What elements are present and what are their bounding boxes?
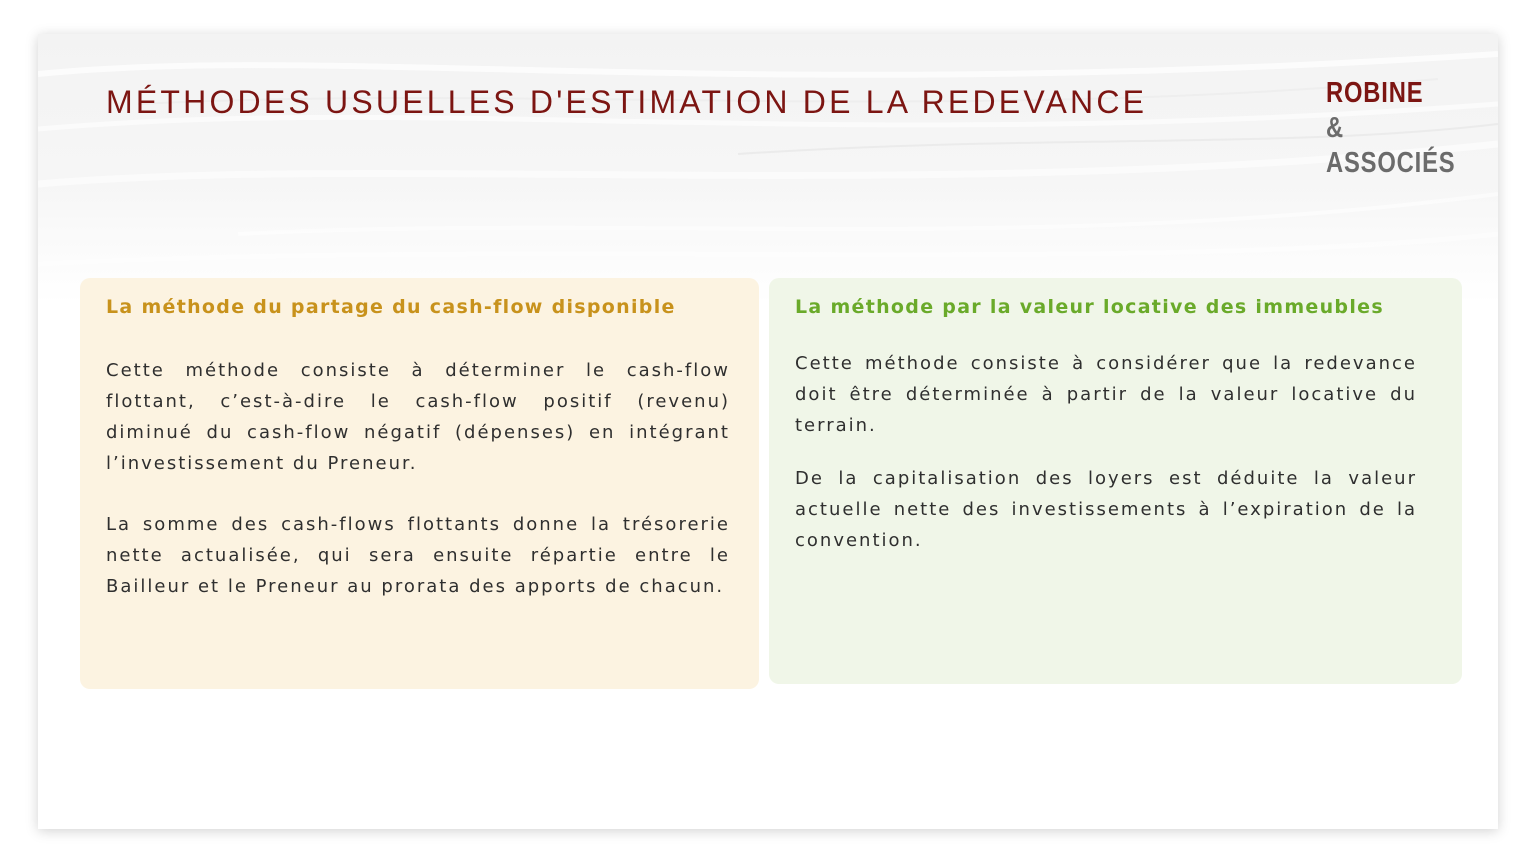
header-texture-background	[38, 34, 1498, 304]
card-paragraph: Cette méthode consiste à considérer que la redevance doit être déterminée à partir de la valeur locative du terrain.	[795, 353, 1417, 436]
slide-title: MÉTHODES USUELLES D'ESTIMATION DE LA REDEVANCE	[106, 84, 1148, 120]
card-rental-value-method	[769, 278, 1462, 684]
logo-line-associes: & ASSOCIÉS	[1326, 112, 1456, 179]
brush-stroke-texture	[38, 34, 1498, 304]
card-paragraph: La somme des cash-flows flottants donne la trésorerie nette actualisée, qui sera ensuite répartie entre le Bailleur et le Preneur au prorata des apports de chacun.	[106, 514, 730, 597]
card-cash-flow-method	[80, 278, 759, 689]
logo-line-robine: ROBINE	[1326, 77, 1424, 109]
company-logo	[1326, 76, 1498, 181]
card-paragraph: Cette méthode consiste à déterminer le cash-flow flottant, c’est-à-dire le cash-flow positif (revenu) diminué du cash-flow négatif (dépenses) en intégrant l’investissement du Preneur.	[106, 360, 730, 474]
card-title: La méthode par la valeur locative des immeubles	[795, 296, 1384, 318]
card-paragraph: De la capitalisation des loyers est déduite la valeur actuelle nette des investissements à l’expiration de la convention.	[795, 468, 1417, 551]
slide	[38, 34, 1498, 829]
card-title: La méthode du partage du cash-flow disponible	[106, 296, 676, 318]
